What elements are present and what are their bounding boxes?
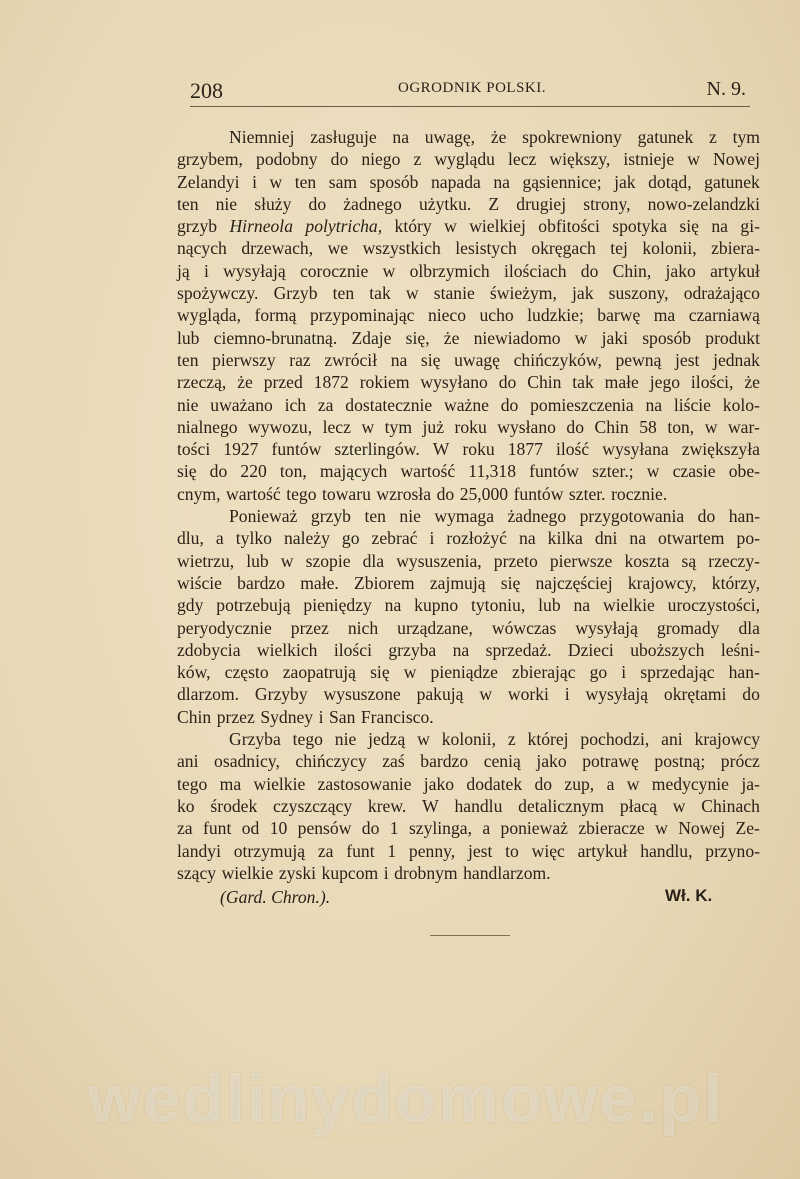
- text-line: ani osadnicy, chińczycy zaś bardzo cenią jako potrawę postną; prócz: [177, 751, 760, 772]
- source-citation: (Gard. Chron.).: [220, 887, 331, 907]
- text-line: ko środek czyszczący krew. W handlu detalicznym płacą w Chinach: [177, 795, 760, 816]
- text-line: nie uważano ich za dostatecznie ważne do pomieszczenia na liście kolo-: [177, 394, 760, 415]
- text-line: Niemniej zasługuje na uwagę, że spokrewniony gatunek z tym: [229, 127, 760, 147]
- text-line: nących drzewach, we wszystkich lesistych okręgach tej kolonii, zbiera-: [177, 238, 760, 259]
- page-header: [190, 74, 760, 104]
- text-line: dlu, a tylko należy go zebrać i rozłożyć na kilka dni na otwartem po-: [177, 528, 760, 549]
- text-line: ten nie służy do żadnego użytku. Z drugiej strony, nowo-zelandzki: [177, 193, 760, 214]
- text-line: ków, często zaopatrują się w pieniądze zbierając go i sprzedając han-: [177, 662, 760, 683]
- header-rule: [190, 106, 750, 107]
- journal-title: OGRODNIK POLSKI.: [398, 80, 547, 96]
- text-line: lub ciemno-brunatną. Zdaje się, że niewiadomo w jaki sposób produkt: [177, 327, 760, 348]
- text-line: szący wielkie zyski kupcom i drobnym handlarzom.: [177, 862, 551, 883]
- text-line: ten pierwszy raz zwrócił na się uwagę chińczyków, pewną jest jednak: [177, 349, 760, 370]
- paragraph: [177, 505, 760, 728]
- text-line: grzybem, podobny do niego z wyglądu lecz większy, istnieje w Nowej: [177, 149, 760, 170]
- text-line: wietrzu, lub w szopie dla wysuszenia, przeto pierwsze koszta są rzeczy-: [177, 550, 760, 571]
- text-line: cnym, wartość tego towaru wzrosła do 25,000 funtów szter. rocznie.: [177, 483, 668, 504]
- text-line: nialnego wywozu, lecz w tym już roku wysłano do Chin 58 ton, w war-: [177, 416, 760, 437]
- paragraph: [177, 728, 760, 884]
- text-line: się do 220 ton, mających wartość 11,318 funtów szter.; w czasie obe-: [177, 461, 760, 482]
- paragraph: [177, 126, 760, 505]
- text-line: za funt od 10 pensów do 1 szylinga, a ponieważ zbieracze w Nowej Ze-: [177, 818, 760, 839]
- text-line: zdobycia wielkich ilości grzyba na sprzedaż. Dzieci uboższych leśni-: [177, 639, 760, 660]
- end-rule: [430, 935, 510, 936]
- text-line: wygląda, formą przypominając nieco ucho ludzkie; barwę ma czarniawą: [177, 305, 760, 326]
- text-line: Zelandyi i w ten sam sposób napada na gąsiennice; jak dotąd, gatunek: [177, 171, 760, 192]
- issue-number: N. 9.: [706, 78, 746, 100]
- text-line: rzeczą, że przed 1872 rokiem wysyłano do Chin tak małe jego ilości, że: [177, 372, 760, 393]
- article-body: [177, 126, 760, 884]
- text-line: ją i wysyłają corocznie w olbrzymich ilościach do Chin, jako artykuł: [177, 260, 760, 281]
- text-line: grzyb Hirneola polytricha, który w wielkiej obfitości spotyka się na gi-: [177, 216, 760, 237]
- text-line: tego ma wielkie zastosowanie jako dodatek do zup, a w medycynie ja-: [177, 773, 760, 794]
- author-signature: Wł. K.: [665, 886, 713, 905]
- text-line: Ponieważ grzyb ten nie wymaga żadnego przygotowania do han-: [229, 506, 760, 527]
- text-line: landyi otrzymują za funt 1 penny, jest to więc artykuł handlu, przyno-: [177, 840, 760, 861]
- text-line: gdy potrzebują pieniędzy na kupno tytoniu, lub na wielkie uroczystości,: [177, 595, 760, 616]
- text-line: Grzyba tego nie jedzą w kolonii, z której pochodzi, ani krajowcy: [229, 729, 760, 750]
- text-line: tości 1927 funtów szterlingów. W roku 1877 ilość wysyłana zwiększyła: [177, 439, 760, 460]
- watermark-text: wedlinydomowe.pl: [87, 1061, 725, 1137]
- text-line: Chin przez Sydney i San Francisco.: [177, 706, 434, 727]
- text-line: spożywczy. Grzyb ten tak w stanie świeżym, jak suszony, odrażająco: [177, 283, 760, 304]
- page-number: 208: [190, 78, 223, 103]
- text-line: peryodycznie przez nich urządzane, wówczas wysyłają gromady dla: [177, 617, 760, 638]
- text-line: wiście bardzo małe. Zbiorem zajmują się najczęściej krajowcy, którzy,: [177, 572, 760, 593]
- text-line: dlarzom. Grzyby wysuszone pakują w worki i wysyłają okrętami do: [177, 684, 760, 705]
